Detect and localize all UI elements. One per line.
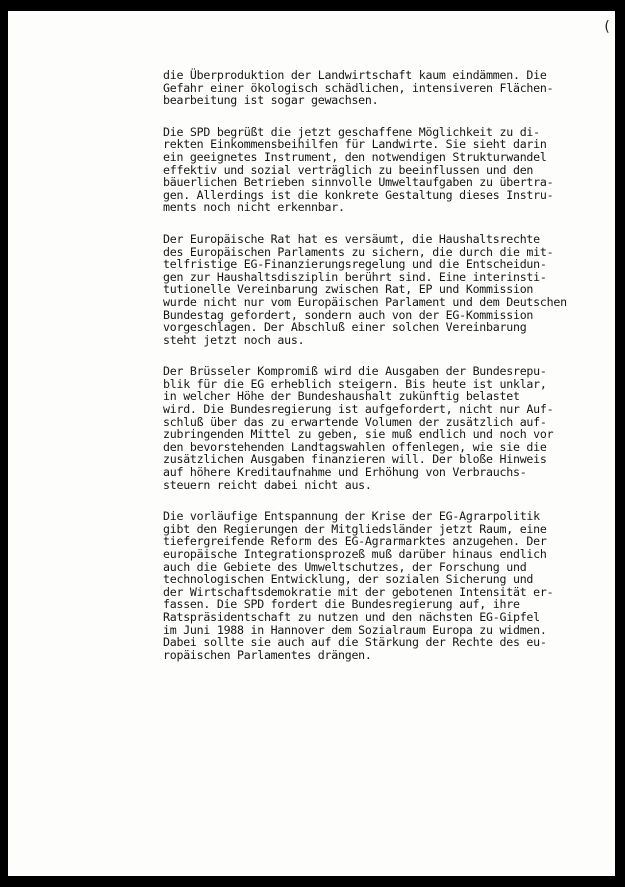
text-line: Dabei sollte sie auch auf die Stärkung der Rechte des eu- <box>163 635 547 650</box>
text-line: gen. Allerdings ist die konkrete Gestaltung dieses Instru- <box>163 187 554 202</box>
text-line: Die SPD begrüßt die jetzt geschaffene Möglichkeit zu di- <box>163 124 540 139</box>
paragraph-agricultural-reform <box>163 510 593 661</box>
text-line: bäuerlichen Betrieben sinnvolle Umweltaufgaben zu übertra- <box>163 175 554 190</box>
text-line: Der Brüsseler Kompromiß wird die Ausgaben der Bundesrepu- <box>163 364 547 379</box>
text-line: tiefergreifende Reform des EG-Agrarmarktes anzugehen. Der <box>163 534 547 549</box>
text-line: fassen. Die SPD fordert die Bundesregierung auf, ihre <box>163 597 520 612</box>
text-line: Die vorläufige Entspannung der Krise der EG-Agrarpolitik <box>163 509 540 524</box>
text-line: zusätzlichen Ausgaben finanzieren will. Der bloße Hinweis <box>163 452 547 467</box>
text-line: in welcher Höhe der Bundeshaushalt zukünftig belastet <box>163 389 520 404</box>
paragraph-budget-rights <box>163 233 593 346</box>
document-body <box>163 69 593 680</box>
text-line: effektiv und sozial verträglich zu beeinflussen und den <box>163 162 534 177</box>
text-line: Der Europäische Rat hat es versäumt, die Haushaltsrechte <box>163 231 540 246</box>
text-line: zubringenden Mittel zu geben, sie muß endlich und noch vor <box>163 427 554 442</box>
text-line: der Wirtschaftsdemokratie mit der gebotenen Intensität er- <box>163 584 554 599</box>
text-line: schluß über das zu erwartende Volumen der zusätzlich auf- <box>163 414 547 429</box>
text-line: gen zur Haushaltsdisziplin berührt sind. Eine interinsti- <box>163 269 547 284</box>
text-line: im Juni 1988 in Hannover dem Sozialraum Europa zu widmen. <box>163 622 547 637</box>
text-line: auf höhere Kreditaufnahme und Erhöhung von Verbrauchs- <box>163 465 527 480</box>
text-line: wird. Die Bundesregierung ist aufgefordert, nicht nur Auf- <box>163 402 554 417</box>
text-line: ments noch nicht erkennbar. <box>163 200 345 215</box>
paragraph-brussels-compromise <box>163 365 593 491</box>
text-line: den bevorstehenden Landtagswahlen offenlegen, wie sie die <box>163 439 547 454</box>
text-line: die Überproduktion der Landwirtschaft kaum eindämmen. Die <box>163 68 547 82</box>
text-line: europäische Integrationsprozeß muß darüber hinaus endlich <box>163 547 547 561</box>
paragraph-overproduction <box>163 69 593 107</box>
text-line: ropäischen Parlamentes drängen. <box>163 647 372 662</box>
text-line: Ratspräsidentschaft zu nutzen und den nächsten EG-Gipfel <box>163 609 540 624</box>
text-line: telfristige EG-Finanzierungsregelung und die Entscheidun- <box>163 257 547 272</box>
text-line: auch die Gebiete des Umweltschutzes, der Forschung und <box>163 559 527 574</box>
text-line: tutionelle Vereinbarung zwischen Rat, EP und Kommission <box>163 282 534 297</box>
text-line: ein geeignetes Instrument, den notwendigen Strukturwandel <box>163 149 547 164</box>
text-line: gibt den Regierungen der Mitgliedsländer jetzt Raum, eine <box>163 521 547 536</box>
text-line: bearbeitung ist sogar gewachsen. <box>163 93 379 108</box>
text-line: vorgeschlagen. Der Abschluß einer solchen Vereinbarung <box>163 320 527 335</box>
text-line: Bundestag gefordert, sondern auch von der EG-Kommission <box>163 307 534 322</box>
document-page <box>8 11 615 876</box>
text-line: des Europäischen Parlaments zu sichern, die durch die mit- <box>163 244 554 259</box>
text-line: technologischen Entwicklung, der sozialen Sicherung und <box>163 572 534 587</box>
text-line: blik für die EG erheblich steigern. Bis heute ist unklar, <box>163 376 547 391</box>
text-line: steuern reicht dabei nicht aus. <box>163 477 372 492</box>
page-corner-mark: ( <box>602 19 611 35</box>
text-line: wurde nicht nur vom Europäischen Parlament und dem Deutschen <box>163 294 567 309</box>
text-line: Gefahr einer ökologisch schädlichen, intensiveren Flächen- <box>163 80 554 95</box>
text-line: steht jetzt noch aus. <box>163 332 305 347</box>
text-line: rekten Einkommensbeihilfen für Landwirte. Sie sieht darin <box>163 137 547 152</box>
paragraph-income-support <box>163 126 593 214</box>
